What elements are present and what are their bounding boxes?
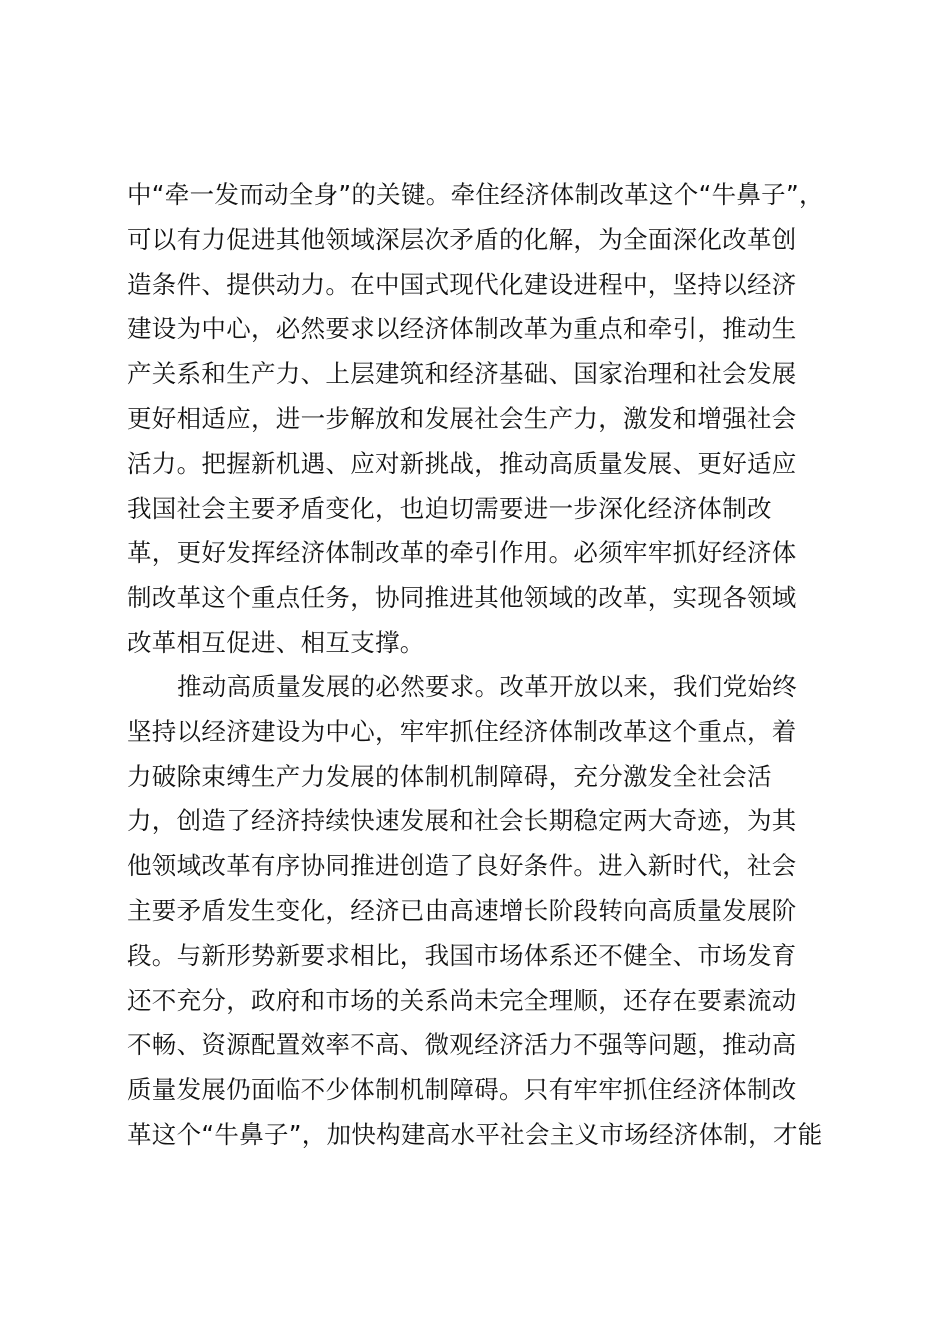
paragraph-line: 他领域改革有序协同推进创造了良好条件。进入新时代，社会 (127, 851, 797, 881)
paragraph-line: 主要矛盾发生变化，经济已由高速增长阶段转向高质量发展阶 (127, 895, 797, 925)
paragraph-line: 坚持以经济建设为中心，牢牢抓住经济体制改革这个重点，着 (127, 716, 797, 746)
paragraph-line: 我国社会主要矛盾变化，也迫切需要进一步深化经济体制改 (127, 493, 772, 523)
paragraph-line: 革这个“牛鼻子”，加快构建高水平社会主义市场经济体制，才能 (127, 1119, 823, 1149)
paragraph-line: 力，创造了经济持续快速发展和社会长期稳定两大奇迹，为其 (127, 806, 797, 836)
paragraph-1 (127, 173, 827, 666)
paragraph-line: 可以有力促进其他领域深层次矛盾的化解，为全面深化改革创 (127, 224, 797, 254)
paragraph-line: 革，更好发挥经济体制改革的牵引作用。必须牢牢抓好经济体 (127, 538, 797, 568)
paragraph-line: 力破除束缚生产力发展的体制机制障碍，充分激发全社会活 (127, 761, 772, 791)
paragraph-line: 中“牵一发而动全身”的关键。牵住经济体制改革这个“牛鼻子”， (127, 180, 824, 209)
paragraph-line: 活力。把握新机遇、应对新挑战，推动高质量发展、更好适应 (127, 448, 797, 478)
paragraph-line: 产关系和生产力、上层建筑和经济基础、国家治理和社会发展 (127, 359, 797, 389)
paragraph-line: 不畅、资源配置效率不高、微观经济活力不强等问题，推动高 (127, 1030, 797, 1060)
paragraph-line: 质量发展仍面临不少体制机制障碍。只有牢牢抓住经济体制改 (127, 1075, 797, 1105)
paragraph-line: 建设为中心，必然要求以经济体制改革为重点和牵引，推动生 (127, 314, 797, 344)
paragraph-line: 推动高质量发展的必然要求。改革开放以来，我们党始终 (177, 672, 797, 701)
paragraph-line: 更好相适应，进一步解放和发展社会生产力，激发和增强社会 (127, 403, 797, 433)
paragraph-line: 造条件、提供动力。在中国式现代化建设进程中，坚持以经济 (127, 269, 797, 299)
paragraph-line: 改革相互促进、相互支撑。 (127, 627, 425, 657)
paragraph-line: 还不充分，政府和市场的关系尚未完全理顺，还存在要素流动 (127, 985, 797, 1015)
paragraph-line: 制改革这个重点任务，协同推进其他领域的改革，实现各领域 (127, 583, 797, 613)
paragraph-line: 段。与新形势新要求相比，我国市场体系还不健全、市场发育 (127, 940, 797, 970)
paragraph-2 (127, 665, 827, 1158)
